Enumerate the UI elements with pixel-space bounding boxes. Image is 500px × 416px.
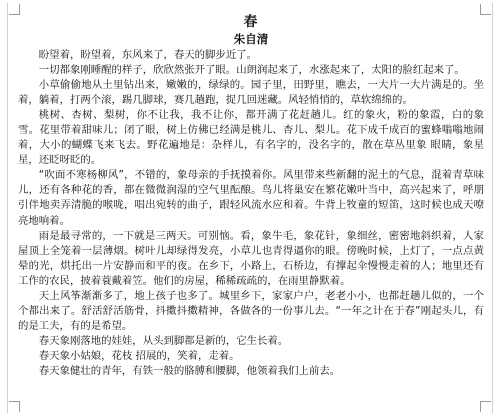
paragraph: 一切都象刚睡醒的样子，欣欣然张开了眼。山朗润起来了，水涨起来了，太阳的脸红起来了。 xyxy=(38,64,465,77)
paragraph: 天上风筝渐渐多了，地上孩子也多了。城里乡下，家家户户，老老小小，也都赶趟儿似的，一个个都出来了。舒活舒活筋骨，抖擞抖擞精神，各做各的一份事儿去。“一年之计在于春”刚起头儿，有的是工夫，有的是希望。 xyxy=(18,289,484,332)
document-body xyxy=(18,13,484,379)
document-title: 春 xyxy=(243,14,259,30)
page-corner-mark xyxy=(480,401,491,412)
paragraph: 雨是最寻常的，一下就是三两天。可别恼。看，象牛毛，象花针，象细丝，密密地斜织着，人家屋顶上全笼着一层薄烟。树叶儿却绿得发亮，小草儿也青得逼你的眼。傍晚时候，上灯了，一点点黄晕的光，烘托出一片安静而和平的夜。在乡下，小路上，石桥边，有撑起伞慢慢走着的人；地里还有工作的农民，披着蓑戴着笠。他们的房屋，稀稀疏疏的，在雨里静默着。 xyxy=(18,229,484,287)
document-author: 朱自清 xyxy=(233,32,269,46)
paragraph: 春天象健壮的青年，有铁一般的胳膊和腰脚，他领着我们上前去。 xyxy=(38,364,341,377)
paragraph: “吹面不寒杨柳风”，不错的，象母亲的手抚摸着你。风里带来些新翻的泥土的气息，混着青草味儿，还有各种花的香，都在微微润湿的空气里酝酿。鸟儿将巢安在繁花嫩叶当中，高兴起来了，呼朋引伴地卖弄清脆的喉咙，唱出宛转的曲子，跟轻风流水应和着。牛背上牧童的短笛，这时候也成天嘹亮地响着。 xyxy=(18,169,484,227)
page-corner-mark xyxy=(9,401,20,412)
paragraph: 春天象小姑娘，花枝 招展的，笑着，走着。 xyxy=(38,349,240,362)
paragraph: 桃树、杏树、梨树，你不让我，我不让你，都开满了花赶趟儿。红的象火，粉的象霞，白的象雪。花里带着甜味儿；闭了眼，树上仿佛已经满是桃儿、杏儿、梨儿。花下成千成百的蜜蜂嗡嗡地闹着，大小的蝴蝶飞来飞去。野花遍地是：杂样儿，有名字的，没名字的，散在草丛里象 眼睛，象星星，还眨呀眨的。 xyxy=(18,109,484,167)
paragraph: 小草偷偷地从土里钻出来，嫩嫩的，绿绿的。园子里，田野里，瞧去，一大片一大片满是的。坐着，躺着，打两个滚，踢几脚球，赛几趟跑，捉几回迷藏。风轻悄悄的，草软绵绵的。 xyxy=(18,79,484,107)
paragraph: 春天象刚落地的娃娃，从头到脚都是新的，它生长着。 xyxy=(38,334,289,347)
paragraph: 盼望着，盼望着，东风来了，春天的脚步近了。 xyxy=(38,49,257,61)
